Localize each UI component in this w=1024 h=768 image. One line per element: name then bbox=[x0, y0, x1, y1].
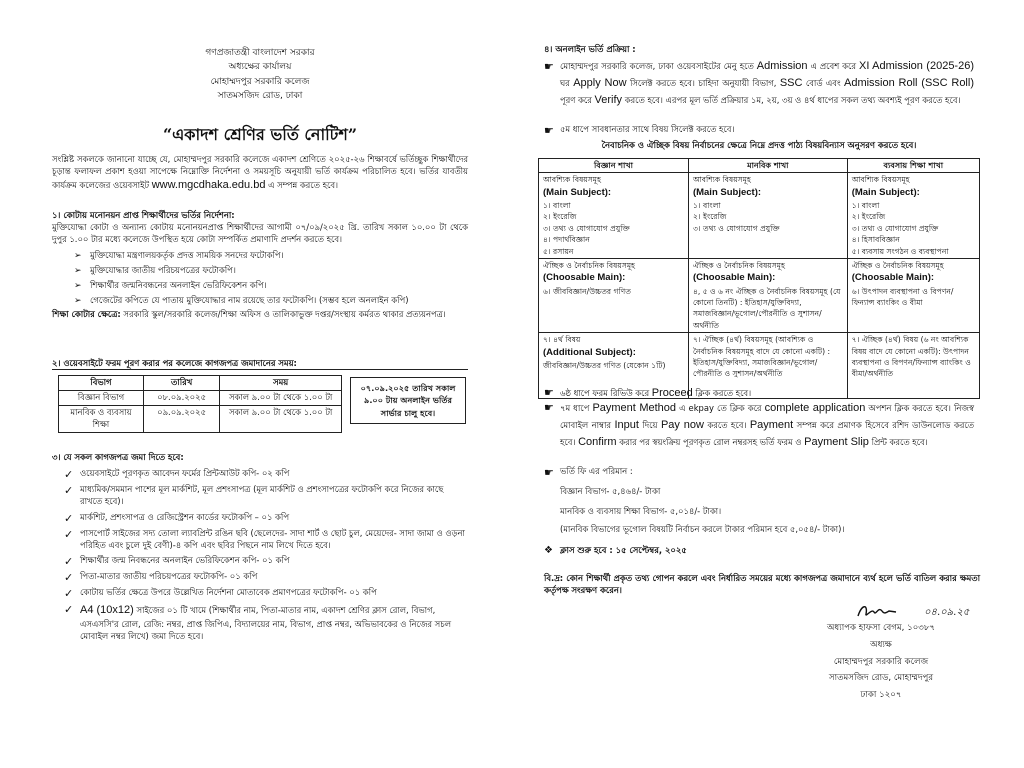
check-icon: ✓ bbox=[64, 555, 74, 569]
online-step-7: ☛ ৭ম ধাপে Payment Method এ ekpay তে ক্লিক করে complete application অপশন ক্লিক করতে হবে। নিজস্ব মোবাইল নাম্বার Input দিয়ে Pay now করতে হবে। Payment সম্পন্ন করে প্রমাণক হিসেবে রশিদ ডাউনলোড করতে হবে। Confirm করার পর স্বয়ংক্রিয় পূরণকৃত রোল নম্বরসহ ভর্তি ফরম ও Payment Slip প্রিন্ট করতে হবে। bbox=[544, 401, 974, 449]
list-item: ✓ পাসপোর্ট সাইজের সদ্য তোলা ল্যাবপ্রিন্ট রঙিন ছবি (ছেলেদের- সাদা শার্ট ও ছোট চুল, মেয়েদের- সাদা জামা ও ওড়না পরিহিত এবং চুলে দুই বেণী)-৪ কপি এবং ছবির পিছনে নাম লিখে দিতে হবে। bbox=[64, 527, 465, 550]
section-quota bbox=[52, 210, 468, 321]
website-link[interactable]: www.mgcdhaka.edu.bd bbox=[151, 178, 266, 191]
pointing-hand-icon: ☛ bbox=[544, 60, 554, 73]
pointing-hand-icon: ☛ bbox=[544, 124, 554, 137]
online-step-5: ☛ ৫ম ধাপে সাবধানতার সাথে বিষয় সিলেক্ট করতে হবে। bbox=[544, 124, 735, 137]
list-item: ➢ গেজেটের কপিতে যে পাতায় মুক্তিযোদ্ধার নাম রয়েছে তার ফটোকপি। (সম্ভব হলে অনলাইন কপি) bbox=[74, 294, 409, 306]
table-row: বিজ্ঞান বিভাগ ০৮.০৯.২০২৫ সকাল ৯.০০ টা থেকে ১.০০ টা bbox=[59, 390, 342, 405]
arrow-icon: ➢ bbox=[74, 265, 82, 276]
subject-choosable-row: ঐচ্ছিক ও নৈর্বাচনিক বিষয়সমূহ (Choosable Main): ৬। জীববিজ্ঞান/উচ্চতর গণিত ঐচ্ছিক ও নৈর্বাচনিক বিষয়সমূহ (Choosable Main): ৪, ৫ ও ৬ নং ঐচ্ছিক ও নৈর্বাচনিক বিষয়সমূহ (যে কোনো তিনটি) : ইতিহাস/যুক্তিবিদ্যা, সমাজবিজ্ঞান/ভূগোল/পৌরনীতি ও সুশাসন/অর্থনীতি ঐচ্ছিক ও নৈর্বাচনিক বিষয়সমূহ (Choosable Main): ৬। উৎপাদন ব্যবস্থাপনা ও বিপণন/ফিন্যান্স ব্যাংকিং ও বীমা bbox=[539, 258, 980, 332]
letterhead bbox=[52, 46, 468, 104]
arrow-icon: ➢ bbox=[74, 250, 82, 261]
education-quota-note: শিক্ষা কোটার ক্ষেত্রে: সরকারি স্কুল/সরকারি কলেজ/শিক্ষা অফিস ও তালিকাভুক্ত দপ্তর/সংস্থায় কর্মরত থাকার প্রত্যয়নপত্র। bbox=[52, 309, 446, 320]
check-icon: ✓ bbox=[64, 483, 74, 497]
signatory-college: মোহাম্মদপুর সরকারি কলেজ bbox=[833, 656, 929, 667]
section3-heading: ৩। যে সকল কাগজপত্র জমা দিতে হবে: bbox=[52, 452, 184, 462]
signatory-city: ঢাকা ১২০৭ bbox=[860, 690, 902, 700]
section1-text: মুক্তিযোদ্ধা কোটা ও অন্যান্য কোটায় মনোনয়নপ্রাপ্ত শিক্ষার্থীদের আগামী ০৭/০৯/২০২৫ খ্রি. তারিখ সকাল ১০.০০ টা থেকে দুপুর ১.০০ টার মধ্যে কলেজে উপস্থিত হয়ে কোটা সম্পর্কিত প্রমাণাদি প্রদর্শন করতে হবে। bbox=[52, 221, 468, 244]
subject-header-row: বিজ্ঞান শাখা মানবিক শাখা ব্যবসায় শিক্ষা শাখা bbox=[539, 159, 980, 173]
check-icon: ✓ bbox=[64, 527, 74, 541]
list-item: ➢ মুক্তিযোদ্ধা মন্ত্রণালয়কর্তৃক প্রদত্ত সাময়িক সনদের ফটোকপি। bbox=[74, 249, 284, 261]
header-line2: অধ্যক্ষের কার্যালয় bbox=[228, 62, 292, 73]
fee-heading: ☛ ভর্তি ফি এর পরিমান : bbox=[544, 466, 633, 479]
header-line4: সাতমসজিদ রোড, ঢাকা bbox=[217, 91, 303, 102]
section4-heading: ৪। অনলাইন ভর্তি প্রক্রিয়া : bbox=[544, 44, 636, 54]
signatory-name: অধ্যাপক হাফসা বেগম, ১০৩৮৭ bbox=[826, 623, 936, 633]
check-icon: ✓ bbox=[64, 587, 74, 601]
check-icon: ✓ bbox=[64, 511, 74, 525]
pointing-hand-icon: ☛ bbox=[544, 386, 554, 399]
fee-geography-note: (মানবিক বিভাগের ভূগোল বিষয়টি নির্বাচন করলে টাকার পরিমান হবে ৫,০৫৪/- টাকা)। bbox=[560, 524, 845, 534]
list-item: ➢ মুক্তিযোদ্ধার জাতীয় পরিচয়পত্রের ফটোকপি। bbox=[74, 264, 236, 276]
class-start: ❖ ক্লাস শুরু হবে : ১৫ সেপ্টেম্বর, ২০২৫ bbox=[544, 545, 974, 557]
section-documents bbox=[52, 452, 468, 647]
online-step-6: ☛ ৬ষ্ঠ ধাপে ফরম রিভিউ করে Proceed ক্লিক করতে হবে। bbox=[544, 386, 752, 399]
intro-text: সংশ্লিষ্ট সকলকে জানানো যাচ্ছে যে, মোহাম্মদপুর সরকারি কলেজে একাদশ শ্রেণিতে ২০২৫-২৬ শিক্ষাবর্ষে ভর্তিচ্ছুক শিক্ষার্থীদের চূড়ান্ত ফলাফল প্রকাশ হওয়া সাপেক্ষে নিম্নোক্তি নির্দেশনা ও সময়সূচি অনুযায়ী ভর্তি কার্যক্রম পরিচালিত হবে। ভর্তির যাবতীয় কার্যক্রম কলেজের ওয়েবসাইট bbox=[52, 154, 468, 190]
diamond-star-icon: ❖ bbox=[544, 545, 553, 556]
check-icon: ✓ bbox=[64, 603, 74, 617]
table-header-row: বিভাগ তারিখ সময় bbox=[59, 376, 342, 391]
list-item: ✓ পিতা-মাতার জাতীয় পরিচয়পত্রের ফটোকপি- ০১ কপি bbox=[64, 571, 258, 585]
cancellation-notice: বি.দ্র: কোন শিক্ষার্থী প্রকৃত তথ্য গোপন করলে এবং নির্ধারিত সময়ের মধ্যে কাগজপত্র জমাদানে ব্যর্থ হলে ভর্তি বাতিল করার ক্ষমতা কর্তৃপক্ষ সংরক্ষণ করেন। bbox=[544, 573, 980, 595]
signatory-block bbox=[796, 620, 966, 704]
page-title: “একাদশ শ্রেণির ভর্তি নোটিশ” bbox=[162, 125, 358, 144]
signatory-title: অধ্যক্ষ bbox=[870, 639, 892, 650]
signature-scribble-icon bbox=[856, 602, 926, 622]
signature-date: ০৪.০৯.২৫ bbox=[924, 607, 970, 618]
server-open-note: ০৭.০৯.২০২৫ তারিখ সকাল ৯.০০ টায় অনলাইন ভর্তির সার্ভার চালু হবে। bbox=[350, 377, 466, 424]
header-line3: মোহাম্মদপুর সরকারি কলেজ bbox=[210, 76, 310, 87]
pointing-hand-icon: ☛ bbox=[544, 401, 554, 414]
list-item: ✓ মাধ্যমিক/সমমান পাশের মূল মার্কশিট, মূল প্রশংসাপত্র (মূল মার্কশিট ও প্রশংসাপত্রের ফটোকপি করে নিজের কাছে রাখতে হবে)। bbox=[64, 483, 444, 506]
submission-schedule-table bbox=[58, 375, 342, 433]
subject-table bbox=[538, 158, 980, 399]
arrow-icon: ➢ bbox=[74, 295, 82, 306]
fee-science: বিজ্ঞান বিভাগ- ৫,৪৬৪/- টাকা bbox=[560, 486, 661, 496]
subject-selection-note: নৈবাচনিক ও ঐচ্ছিক বিষয় নির্বাচনের ক্ষেত্রে নিম্নে প্রদত্ত পাঠ্য বিষয়বিন্যাস অনুসরণ করতে হবে। bbox=[601, 140, 917, 150]
pointing-hand-icon: ☛ bbox=[544, 466, 554, 479]
subject-additional-row: ৭। ৪র্থ বিষয় (Additional Subject): জীববিজ্ঞান/উচ্চতর গণিত (যেকোন ১টি) ৭। ঐচ্ছিক (৪র্থ) বিষয়সমূহ (আবশ্যিক ও নৈর্বাচনিক বিষয়সমূহ বাদে যে কোনো একটি) : ইতিহাস/যুক্তিবিদ্যা, সমাজবিজ্ঞান/ভূগোল/পৌরনীতি ও সুশাসন/অর্থনীতি ৭। ঐচ্ছিক (৪র্থ) বিষয় (৬ নং আবশ্যিক বিষয় বাদে যে কোনো একটি): উৎপাদন ব্যবস্থাপনা ও বিপণন/ফিন্যান্স ব্যাংকিং ও বীমা/অর্থনীতি bbox=[539, 333, 980, 399]
list-item: ✓ কোটায় ভর্তির ক্ষেত্রে উপরে উল্লেখিত নির্দেশনা মোতাবেক প্রমাণপত্রের ফটোকপি- ০১ কপি bbox=[64, 587, 377, 601]
arrow-icon: ➢ bbox=[74, 280, 82, 291]
subject-main-row: আবশ্যিক বিষয়সমূহ (Main Subject): ১। বাংলা ২। ইংরেজি ৩। তথ্য ও যোগাযোগ প্রযুক্তি ৪। পদার্থবিজ্ঞান ৫। রসায়ন আবশ্যিক বিষয়সমূহ (Main Subject): ১। বাংলা ২। ইংরেজি ৩। তথ্য ও যোগাযোগ প্রযুক্তি আবশ্যিক বিষয়সমূহ (Main Subject): ১। বাংলা ২। ইংরেজি ৩। তথ্য ও যোগাযোগ প্রযুক্তি ৪। হিসাববিজ্ঞান ৫। ব্যবসায় সংগঠন ও ব্যবস্থাপনা bbox=[539, 173, 980, 259]
online-step-1: ☛ মোহাম্মদপুর সরকারি কলেজ, ঢাকা ওয়েবসাইটের মেনু হতে Admission এ প্রবেশ করে XI Admission (2025-26) ঘর Apply Now সিলেক্ট করতে হবে। চাহিদা অনুযায়ী বিভাগ, SSC বোর্ড এবং Admission Roll (SSC Roll) পূরণ করে Verify করতে হবে। এরপর মূল ভর্তি প্রক্রিয়ার ১ম, ২য়, ৩য় ও ৪র্থ ধাপের সকল তথ্য অবশ্যই পূরণ করতে হবে। bbox=[544, 60, 974, 107]
list-item: ✓ মার্কশিট, প্রশংসাপত্র ও রেজিস্ট্রেশন কার্ডের ফটোকপি – ০১ কপি bbox=[64, 511, 289, 525]
section2-heading: ২। ওয়েবসাইটে ফরম পূরণ করার পর কলেজে কাগজপত্র জমাদানের সময়: bbox=[52, 358, 297, 368]
section1-heading: ১। কোটায় মনোনয়ন প্রাপ্ত শিক্ষার্থীদের ভর্তির নির্দেশনা: bbox=[52, 210, 235, 220]
quota-doc-list bbox=[70, 250, 468, 307]
list-item: ✓ ওয়েবসাইটে পূরণকৃত আবেদন ফর্মের প্রিন্টআউট কপি- ০২ কপি bbox=[64, 467, 290, 481]
intro-paragraph bbox=[52, 154, 468, 193]
header-line1: গণপ্রজাতন্ত্রী বাংলাদেশ সরকার bbox=[205, 48, 315, 58]
check-icon: ✓ bbox=[64, 571, 74, 585]
list-item: ✓ A4 (10x12) সাইজের ০১ টি খামে (শিক্ষার্থীর নাম, পিতা-মাতার নাম, একাদশ শ্রেণির ক্লাস রোল, বিভাগ, এসএসসি'র রোল, রেজি: নম্বর, প্রাপ্ত জিপিএ, বিদ্যালয়ের নাম, বিভাগ, প্রাপ্ত নম্বর, অভিভাবকের ও নিজের সচল মোবাইল নম্বর লিখে) জমা দিতে হবে। bbox=[64, 603, 451, 641]
section2-underline bbox=[52, 358, 468, 370]
document-list bbox=[62, 468, 468, 643]
fee-arts: মানবিক ও ব্যবসায় শিক্ষা বিভাগ- ৫,০১৪/- টাকা। bbox=[560, 506, 722, 516]
check-icon: ✓ bbox=[64, 467, 74, 481]
intro-suffix: এ সম্পন্ন করতে হবে। bbox=[268, 179, 339, 190]
list-item: ✓ শিক্ষার্থীর জন্ম নিবন্ধনের অনলাইন ভেরিফিকেশন কপি- ০১ কপি bbox=[64, 555, 290, 569]
table-row: মানবিক ও ব্যবসায় শিক্ষা ০৯.০৯.২০২৫ সকাল ৯.০০ টা থেকে ১.০০ টা bbox=[59, 405, 342, 432]
list-item: ➢ শিক্ষার্থীর জন্মনিবন্ধনের অনলাইন ভেরিফিকেশন কপি। bbox=[74, 279, 267, 291]
signatory-address: সাতমসজিদ রোড, মোহাম্মদপুর bbox=[828, 673, 934, 684]
